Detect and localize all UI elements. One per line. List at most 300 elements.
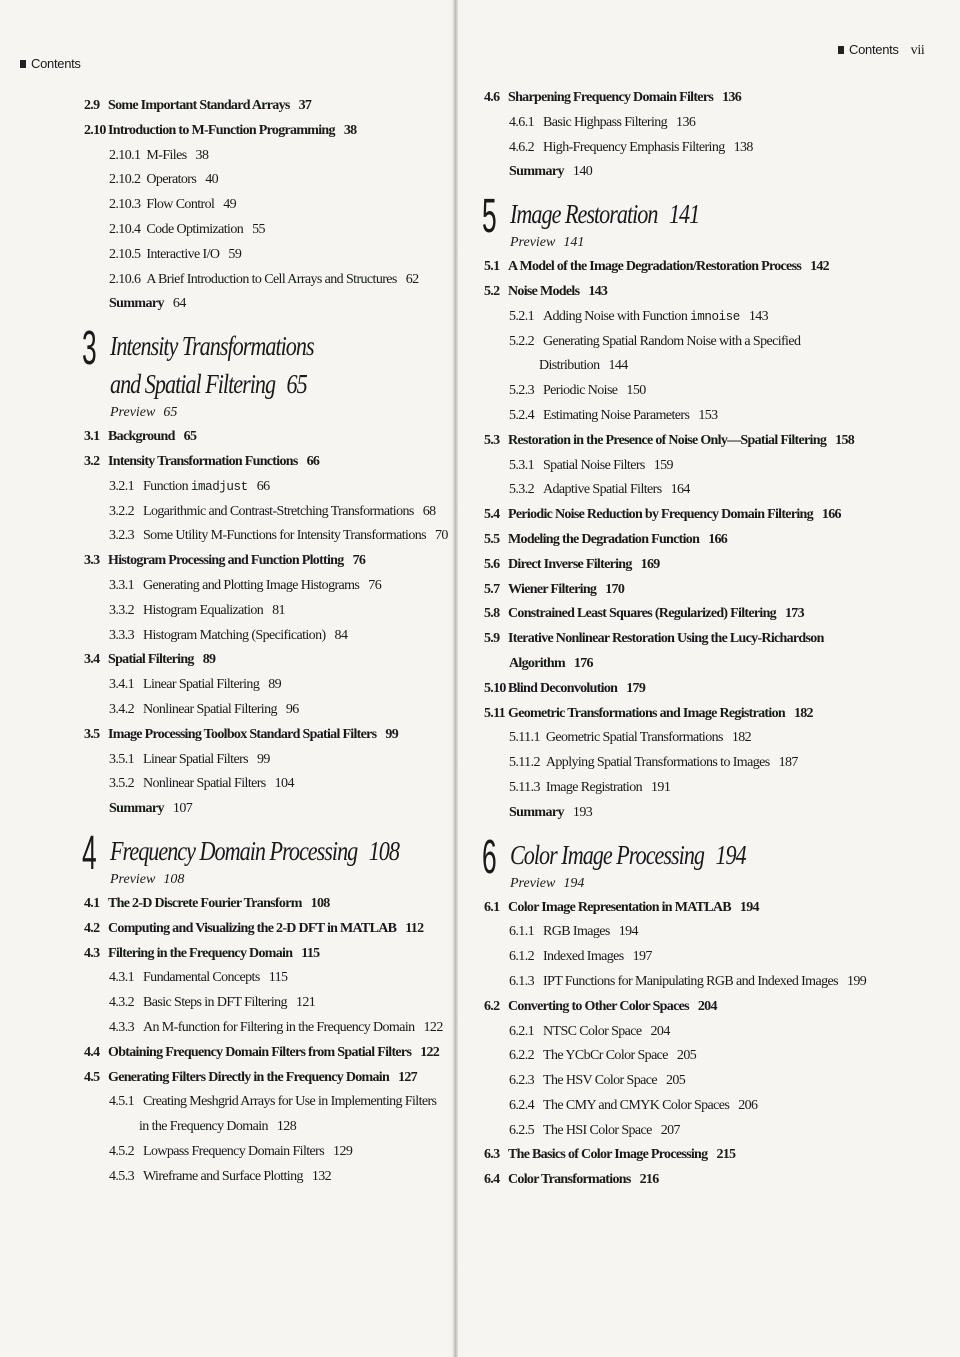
entry-number: 6.2.1	[509, 1023, 535, 1039]
entry-title: Spatial Noise Filters	[543, 457, 645, 473]
entry-number: 5.5	[484, 531, 500, 547]
entry-number: 6.1.1	[509, 924, 535, 940]
entry-title: RGB Images	[543, 924, 610, 940]
toc-entry	[484, 602, 884, 627]
entry-title: Restoration in the Presence of Noise Only—Spatial Filtering	[508, 432, 827, 448]
toc-entry	[484, 1044, 884, 1069]
entry-page: 215	[716, 1147, 736, 1163]
chapter-title-text: Image Restoration	[510, 199, 658, 230]
entry-number: 2.10.4	[109, 221, 141, 237]
entry-number: 6.1	[484, 899, 500, 915]
entry-code: imnoise	[690, 309, 740, 324]
entry-title: Generating Filters Directly in the Frequency Domain	[108, 1069, 390, 1085]
entry-page: 49	[223, 197, 237, 213]
entry-number: 6.2.4	[509, 1097, 535, 1113]
toc-entry	[84, 991, 444, 1016]
entry-page: 170	[605, 581, 625, 597]
entry-page: 206	[738, 1097, 758, 1113]
chapter-title	[110, 365, 384, 403]
toc-entry	[484, 354, 884, 379]
entry-title: Basic Steps in DFT Filtering	[143, 995, 287, 1011]
entry-page: 55	[252, 221, 265, 237]
entry-title: A Brief Introduction to Cell Arrays and Structures	[146, 271, 397, 287]
toc-entry	[84, 475, 444, 500]
toc-entry	[484, 528, 884, 553]
entry-title: Adaptive Spatial Filters	[543, 482, 662, 498]
entry-number: 3.2	[84, 453, 100, 469]
entry-page: 187	[778, 755, 798, 771]
entry-title: Direct Inverse Filtering	[508, 556, 632, 572]
entry-title: Summary	[109, 801, 164, 817]
entry-title: Histogram Equalization	[143, 602, 264, 618]
entry-number: 4.2	[84, 920, 100, 936]
entry-number: 4.3	[84, 945, 100, 961]
entry-number: 3.5.2	[109, 776, 135, 792]
entry-title: The 2-D Discrete Fourier Transform	[108, 895, 302, 911]
entry-title: in the Frequency Domain	[139, 1119, 268, 1135]
entry-title: Nonlinear Spatial Filters	[143, 776, 266, 792]
entry-number: 4.3.3	[109, 1019, 135, 1035]
entry-page: 84	[334, 627, 348, 643]
entry-title: Image Registration	[545, 779, 643, 795]
toc-entry	[484, 652, 884, 677]
toc-entry	[84, 673, 444, 698]
toc-entry	[484, 111, 884, 136]
entry-number: 3.5	[84, 726, 100, 742]
entry-page: 115	[268, 970, 288, 986]
entry-page: 143	[588, 283, 608, 299]
entry-page: 89	[202, 652, 216, 668]
toc-entry	[84, 1016, 444, 1041]
entry-number: 3.3.1	[109, 577, 135, 593]
entry-page: 38	[343, 122, 357, 138]
entry-number: 3.2.3	[109, 528, 135, 544]
toc-entry	[484, 330, 884, 355]
entry-number: 3.5.1	[109, 751, 135, 767]
right-toc-column	[484, 86, 884, 1193]
entry-title: Generating Spatial Random Noise with a Specified	[543, 333, 801, 349]
toc-entry	[84, 425, 444, 450]
toc-entry	[84, 268, 444, 293]
chapter-title	[110, 832, 399, 870]
entry-number: 3.3	[84, 553, 100, 569]
toc-entry	[84, 524, 448, 549]
toc-entry	[84, 1041, 444, 1066]
entry-title: The HSV Color Space	[543, 1073, 657, 1089]
entry-page: 81	[272, 602, 285, 618]
chapter-preview	[110, 870, 444, 890]
toc-entry	[484, 995, 884, 1020]
chapter-title-text: Color Image Processing	[510, 839, 704, 870]
entry-title: An M-function for Filtering in the Frequency Domain	[143, 1019, 415, 1035]
chapter-preview	[510, 874, 884, 894]
chapter-heading-6	[482, 830, 884, 894]
entry-title: Logarithmic and Contrast-Stretching Transformations	[143, 503, 414, 519]
toc-entry	[484, 751, 884, 776]
summary-entry	[84, 797, 444, 822]
toc-entry	[484, 1143, 884, 1168]
toc-entry	[484, 945, 884, 970]
entry-number: 5.4	[484, 507, 500, 523]
entry-page: 38	[195, 147, 209, 163]
entry-page: 76	[368, 577, 382, 593]
entry-page: 194	[739, 899, 759, 915]
toc-entry	[84, 966, 444, 991]
entry-number: 5.3.1	[509, 457, 535, 473]
entry-page: 112	[405, 920, 424, 936]
toc-entry	[84, 450, 444, 475]
toc-entry	[484, 920, 884, 945]
entry-title: NTSC Color Space	[543, 1023, 642, 1039]
toc-entry	[84, 748, 444, 773]
entry-number: 3.3.2	[109, 602, 135, 618]
preview-page: 65	[163, 405, 178, 421]
entry-number: 2.10	[84, 122, 106, 138]
entry-title: Algorithm	[509, 655, 565, 671]
entry-title: Color Transformations	[508, 1172, 631, 1188]
entry-number: 5.11.3	[509, 779, 540, 795]
entry-title: A Model of the Image Degradation/Restoration Process	[508, 259, 802, 275]
toc-entry	[484, 1069, 884, 1094]
entry-title: Spatial Filtering	[108, 652, 194, 668]
toc-entry	[484, 627, 884, 652]
chapter-preview	[110, 403, 444, 423]
toc-entry	[84, 723, 444, 748]
entry-title: Obtaining Frequency Domain Filters from Spatial Filters	[108, 1044, 412, 1060]
entry-page: 62	[405, 271, 419, 287]
entry-code: imadjust	[190, 479, 248, 494]
chapter-title	[110, 327, 384, 365]
toc-entry	[84, 119, 444, 144]
entry-title: Histogram Matching (Specification)	[143, 627, 326, 643]
toc-entry	[84, 917, 444, 942]
chapter-preview	[510, 233, 884, 253]
toc-entry	[484, 970, 884, 995]
entry-title: Histogram Processing and Function Plotting	[108, 553, 344, 569]
chapter-title	[510, 836, 817, 874]
entry-title: Adding Noise with Function	[543, 308, 688, 324]
entry-page: 122	[423, 1019, 443, 1035]
toc-entry	[484, 454, 884, 479]
entry-page: 194	[618, 924, 638, 940]
entry-number: 5.3.2	[509, 482, 535, 498]
entry-title: Image Processing Toolbox Standard Spatial Filters	[108, 726, 377, 742]
entry-title: Linear Spatial Filtering	[143, 677, 260, 693]
entry-page: 150	[626, 383, 646, 399]
entry-title: The HSI Color Space	[543, 1122, 652, 1138]
chapter-heading-3	[82, 322, 444, 423]
entry-number: 5.11	[484, 705, 505, 721]
toc-entry	[84, 599, 444, 624]
entry-page: 153	[698, 407, 718, 423]
entry-page: 173	[784, 606, 804, 622]
toc-entry	[84, 698, 444, 723]
entry-number: 5.2.3	[509, 383, 535, 399]
entry-title: Computing and Visualizing the 2-D DFT in MATLAB	[108, 920, 397, 936]
entry-page: 216	[639, 1172, 659, 1188]
entry-number: 5.1	[484, 259, 500, 275]
toc-entry	[484, 776, 884, 801]
chapter-number: 3	[82, 322, 97, 376]
entry-number: 4.6.1	[509, 114, 535, 130]
entry-title: Nonlinear Spatial Filtering	[143, 701, 277, 717]
summary-entry	[84, 292, 444, 317]
entry-page: 76	[352, 553, 366, 569]
entry-page: 199	[846, 973, 867, 989]
left-toc-column	[82, 94, 448, 1189]
toc-entry	[484, 702, 884, 727]
entry-page: 142	[810, 259, 829, 275]
toc-entry	[484, 503, 884, 528]
entry-title: Geometric Spatial Transformations	[545, 730, 723, 746]
entry-number: 5.8	[484, 606, 500, 622]
entry-page: 128	[276, 1119, 297, 1135]
toc-entry	[84, 243, 444, 268]
entry-number: 6.2.5	[509, 1122, 535, 1138]
toc-entry	[484, 404, 884, 429]
entry-number: 4.3.1	[109, 970, 135, 986]
entry-page: 144	[608, 358, 628, 374]
chapter-number: 6	[482, 830, 497, 884]
toc-entry	[484, 478, 884, 503]
entry-page: 104	[274, 776, 294, 792]
entry-title: Color Image Representation in MATLAB	[508, 899, 731, 915]
toc-entry	[84, 942, 444, 967]
toc-entry	[484, 280, 884, 305]
toc-entry	[484, 896, 884, 921]
toc-entry	[84, 1165, 444, 1190]
entry-page: 99	[385, 726, 399, 742]
entry-page: 68	[422, 503, 436, 519]
toc-entry	[484, 553, 884, 578]
toc-entry	[484, 1020, 884, 1045]
entry-number: 5.9	[484, 631, 500, 647]
entry-number: 6.4	[484, 1172, 500, 1188]
entry-page: 164	[670, 482, 690, 498]
entry-page: 136	[676, 114, 696, 130]
entry-number: 2.10.1	[109, 147, 141, 163]
toc-entry	[84, 1140, 444, 1165]
square-bullet-icon	[20, 60, 26, 68]
entry-number: 6.1.3	[509, 973, 535, 989]
page-number: vii	[910, 43, 925, 58]
entry-page: 89	[268, 677, 282, 693]
preview-page: 141	[563, 235, 585, 251]
entry-title: Summary	[109, 296, 164, 312]
entry-page: 159	[653, 457, 673, 473]
toc-entry	[84, 574, 444, 599]
chapter-title-text: and Spatial Filtering	[110, 369, 276, 400]
entry-page: 99	[257, 751, 270, 767]
entry-title: The CMY and CMYK Color Spaces	[543, 1097, 730, 1113]
preview-label: Preview	[510, 235, 556, 251]
entry-number: 3.4.2	[109, 701, 135, 717]
entry-number: 3.4	[84, 652, 100, 668]
entry-number: 5.2.4	[509, 407, 535, 423]
entry-page: 205	[676, 1048, 697, 1064]
entry-title: Fundamental Concepts	[143, 970, 260, 986]
toc-entry	[484, 1094, 884, 1119]
entry-page: 66	[256, 478, 270, 494]
chapter-title-text: Intensity Transformations	[110, 331, 314, 362]
entry-number: 2.9	[84, 98, 100, 113]
toc-entry	[84, 549, 444, 574]
entry-title: Some Utility M-Functions for Intensity Transformations	[143, 528, 426, 544]
toc-entry	[84, 218, 444, 243]
chapter-page: 194	[715, 839, 746, 870]
entry-page: 182	[793, 705, 813, 721]
entry-number: 2.10.5	[109, 246, 141, 262]
entry-title: Periodic Noise	[543, 383, 618, 399]
entry-page: 64	[172, 296, 186, 312]
toc-entry	[84, 624, 444, 649]
toc-entry	[484, 255, 884, 280]
entry-page: 40	[205, 172, 219, 188]
entry-page: 179	[626, 680, 646, 696]
preview-page: 194	[563, 875, 585, 891]
entry-number: 5.2.1	[509, 308, 535, 324]
entry-page: 107	[172, 801, 193, 817]
entry-number: 4.4	[84, 1044, 100, 1060]
entry-page: 176	[573, 655, 593, 671]
entry-page: 136	[722, 90, 741, 105]
entry-title: Modeling the Degradation Function	[508, 531, 700, 547]
chapter-page: 65	[286, 369, 307, 400]
entry-title: Introduction to M-Function Programming	[108, 122, 335, 138]
chapter-title	[510, 195, 817, 233]
entry-number: 4.6	[484, 90, 500, 105]
entry-number: 3.4.1	[109, 677, 135, 693]
entry-page: 138	[733, 139, 753, 155]
entry-page: 70	[435, 528, 448, 544]
entry-page: 132	[311, 1168, 332, 1184]
preview-label: Preview	[110, 871, 156, 887]
entry-title: Wireframe and Surface Plotting	[143, 1168, 303, 1184]
square-bullet-icon	[838, 46, 844, 54]
entry-number: 5.11.2	[509, 755, 540, 771]
entry-title: The Basics of Color Image Processing	[508, 1147, 708, 1163]
entry-page: 182	[731, 730, 752, 746]
entry-number: 6.3	[484, 1147, 500, 1163]
entry-title: Interactive I/O	[146, 246, 220, 262]
entry-page: 191	[651, 779, 671, 795]
toc-entry	[84, 193, 444, 218]
entry-number: 4.5	[84, 1069, 100, 1085]
entry-title: Noise Models	[508, 283, 580, 299]
toc-entry	[84, 144, 444, 169]
entry-number: 5.3	[484, 432, 500, 448]
entry-number: 5.6	[484, 556, 500, 572]
entry-title: Indexed Images	[543, 949, 624, 965]
summary-entry	[484, 160, 884, 185]
toc-entry	[84, 500, 444, 525]
toc-entry	[84, 1066, 444, 1091]
entry-number: 4.6.2	[509, 139, 535, 155]
entry-page: 143	[748, 308, 769, 324]
entry-page: 193	[572, 804, 593, 820]
entry-title: Constrained Least Squares (Regularized) Filtering	[508, 606, 776, 622]
toc-entry	[84, 892, 444, 917]
entry-title: Some Important Standard Arrays	[108, 98, 290, 113]
entry-page: 96	[285, 701, 299, 717]
entry-number: 4.3.2	[109, 995, 135, 1011]
entry-number: 2.10.6	[109, 271, 141, 287]
right-running-head: Contents vii	[838, 42, 925, 59]
chapter-number: 5	[482, 190, 497, 244]
entry-title: Distribution	[539, 358, 600, 374]
entry-page: 140	[572, 164, 593, 180]
toc-entry	[84, 1115, 444, 1140]
entry-title: Summary	[509, 164, 564, 180]
preview-page: 108	[163, 871, 185, 887]
toc-entry	[484, 1119, 884, 1144]
entry-title: Summary	[509, 804, 564, 820]
entry-page: 127	[398, 1069, 417, 1085]
entry-number: 4.5.3	[109, 1168, 135, 1184]
entry-number: 5.10	[484, 680, 506, 696]
chapter-heading-4	[82, 826, 444, 890]
entry-title: Applying Spatial Transformations to Images	[545, 755, 770, 771]
entry-title: Operators	[146, 172, 197, 188]
entry-page: 121	[295, 995, 316, 1011]
chapter-heading-5	[482, 190, 884, 253]
entry-page: 129	[333, 1143, 353, 1159]
entry-page: 115	[301, 945, 320, 961]
toc-entry	[484, 677, 884, 702]
chapter-page: 141	[668, 199, 700, 230]
summary-entry	[484, 801, 884, 826]
preview-label: Preview	[510, 875, 556, 891]
entry-number: 6.1.2	[509, 949, 535, 965]
entry-number: 5.11.1	[509, 730, 540, 746]
entry-number: 3.2.1	[109, 478, 135, 494]
entry-page: 59	[228, 246, 242, 262]
entry-title: M-Files	[146, 147, 187, 163]
entry-page: 204	[650, 1023, 670, 1039]
entry-title: Flow Control	[146, 197, 215, 213]
entry-title: Creating Meshgrid Arrays for Use in Implementing Filters	[143, 1094, 437, 1110]
toc-entry	[484, 1168, 884, 1193]
entry-number: 2.10.2	[109, 172, 141, 188]
chapter-number: 4	[82, 826, 97, 880]
entry-title: Periodic Noise Reduction by Frequency Domain Filtering	[508, 507, 813, 523]
toc-entry	[84, 168, 444, 193]
entry-page: 166	[708, 531, 728, 547]
entry-page: 207	[660, 1122, 680, 1138]
entry-title: Generating and Plotting Image Histograms	[143, 577, 360, 593]
left-running-head: Contents	[20, 56, 81, 71]
entry-page: 108	[310, 895, 330, 911]
entry-title: Background	[108, 429, 175, 445]
entry-title: Iterative Nonlinear Restoration Using the Lucy-Richardson	[508, 631, 824, 647]
entry-number: 6.2.2	[509, 1048, 535, 1064]
entry-title: Estimating Noise Parameters	[543, 407, 690, 423]
entry-title: The YCbCr Color Space	[543, 1048, 668, 1064]
entry-title: Code Optimization	[146, 221, 244, 237]
toc-entry	[484, 136, 884, 161]
entry-number: 3.3.3	[109, 627, 135, 643]
entry-page: 66	[306, 453, 320, 469]
preview-label: Preview	[110, 405, 156, 421]
entry-page: 166	[821, 507, 841, 523]
entry-number: 6.2	[484, 998, 500, 1014]
toc-entry	[84, 94, 444, 119]
entry-page: 122	[420, 1044, 440, 1060]
chapter-page: 108	[368, 835, 399, 866]
entry-number: 6.2.3	[509, 1073, 535, 1089]
entry-number: 5.7	[484, 581, 500, 597]
entry-title: Function	[143, 478, 188, 494]
